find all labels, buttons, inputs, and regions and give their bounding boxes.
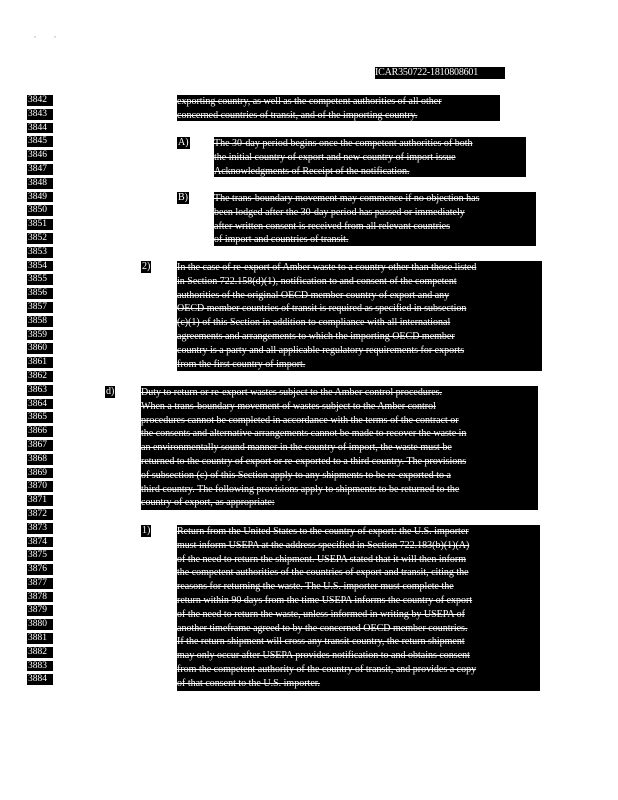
line-number: 3848 [27, 178, 53, 189]
line-number: 3844 [27, 123, 53, 134]
line-number: 3850 [27, 205, 53, 216]
line-number: 3862 [27, 371, 53, 382]
document-id: ICAR350722-1810808601 [375, 67, 505, 79]
line-number: 3860 [27, 343, 53, 354]
line-number: 3873 [27, 523, 53, 534]
section-d-paragraph [141, 386, 538, 510]
line-number-gutter [27, 95, 53, 688]
line-number: 3872 [27, 509, 53, 520]
line-number: 3880 [27, 619, 53, 630]
section-d-label: d) [106, 386, 115, 397]
item-1-label: 1) [142, 525, 151, 536]
line-number: 3867 [27, 440, 53, 451]
line-number: 3881 [27, 633, 53, 644]
item-2-paragraph [177, 261, 542, 371]
line-number: 3865 [27, 412, 53, 423]
line-number: 3866 [27, 426, 53, 437]
item-b-text: The trans-boundary movement may commence if no objection has been lodged after the 30-day period has passed or immediately after written consent is received from all relevant countries of import and countries of transit. [214, 193, 480, 246]
line-number: 3871 [27, 495, 53, 506]
line-number: 3883 [27, 661, 53, 672]
item-2-text: In the case of re-export of Amber waste to a country other than those listed in Section 722.158(d)(1), notification to and consent of the competent authorities of the original OECD member country of export and any OECD member countries of transit is required as specified in subsection (c)(1) of this Section in addition to compliance with all international agreements and arrangements to which the importing OECD member country is a party and all applicable regulatory requirements for exports from the first country of import. [177, 262, 477, 370]
item-1-text: Return from the United States to the country of export: the U.S. importer must inform USEPA at the address specified in Section 722.183(b)(1)(A) of the need to return the shipment. USEPA stated that it will then inform the competent authorities of the countries of export and transit, citing the reasons for returning the waste. The U.S. importer must complete the return within 90 days from the time USEPA informs the country of export of the need to return the waste, unless informed in writing by USEPA of another timeframe agreed to by the concerned OECD member countries. If the return shipment will cross any transit country, the return shipment may only occur after USEPA provides notification to and obtains consent from the competent authority of the country of transit, and provides a copy of that consent to the U.S. importer. [177, 526, 477, 689]
line-number: 3842 [27, 95, 53, 106]
line-number: 3852 [27, 233, 53, 244]
line-number: 3882 [27, 647, 53, 658]
line-number: 3874 [27, 537, 53, 548]
intro-paragraph [177, 95, 500, 121]
line-number: 3877 [27, 578, 53, 589]
line-number: 3851 [27, 219, 53, 230]
intro-text: exporting country, as well as the competent authorities of all other concerned countries of transit, and of the importing country. [177, 96, 442, 121]
item-2-label: 2) [142, 261, 151, 272]
line-number: 3870 [27, 481, 53, 492]
line-number: 3849 [27, 192, 53, 203]
line-number: 3853 [27, 247, 53, 258]
line-number: 3855 [27, 274, 53, 285]
line-number: 3876 [27, 564, 53, 575]
line-number: 3856 [27, 288, 53, 299]
line-number: 3884 [27, 674, 53, 685]
line-number: 3878 [27, 592, 53, 603]
line-number: 3869 [27, 468, 53, 479]
line-number: 3843 [27, 109, 53, 120]
line-number: 3875 [27, 550, 53, 561]
item-b-label: B) [178, 192, 188, 203]
line-number: 3846 [27, 150, 53, 161]
item-a-text: The 30-day period begins once the competent authorities of both the initial country of export and new country of import issue Acknowledgments of Receipt of the notification. [214, 138, 473, 177]
line-number: 3864 [27, 399, 53, 410]
scan-artifact: , , [34, 30, 56, 39]
line-number: 3845 [27, 136, 53, 147]
item-1-paragraph [177, 525, 540, 691]
line-number: 3854 [27, 261, 53, 272]
item-a-paragraph [214, 137, 526, 177]
line-number: 3861 [27, 357, 53, 368]
line-number: 3858 [27, 316, 53, 327]
line-number: 3868 [27, 454, 53, 465]
line-number: 3863 [27, 385, 53, 396]
line-number: 3857 [27, 302, 53, 313]
item-a-label: A) [178, 137, 189, 148]
line-number: 3879 [27, 605, 53, 616]
item-b-paragraph [214, 192, 536, 246]
line-number: 3847 [27, 164, 53, 175]
section-d-text: Duty to return or re-export wastes subject to the Amber control procedures. When a trans-boundary movement of wastes subject to the Amber control procedures cannot be completed in accordance with the terms of the contract or the consents and alternative arrangements cannot be made to recover the waste in an environmentally sound manner in the country of import, the waste must be returned to the country of export or re-exported to a third country. The provisions of subsection (c) of this Section apply to any shipments to be re-exported to a third country. The following provisions apply to shipments to be returned to the country of export, as appropriate: [141, 387, 467, 509]
line-number: 3859 [27, 330, 53, 341]
